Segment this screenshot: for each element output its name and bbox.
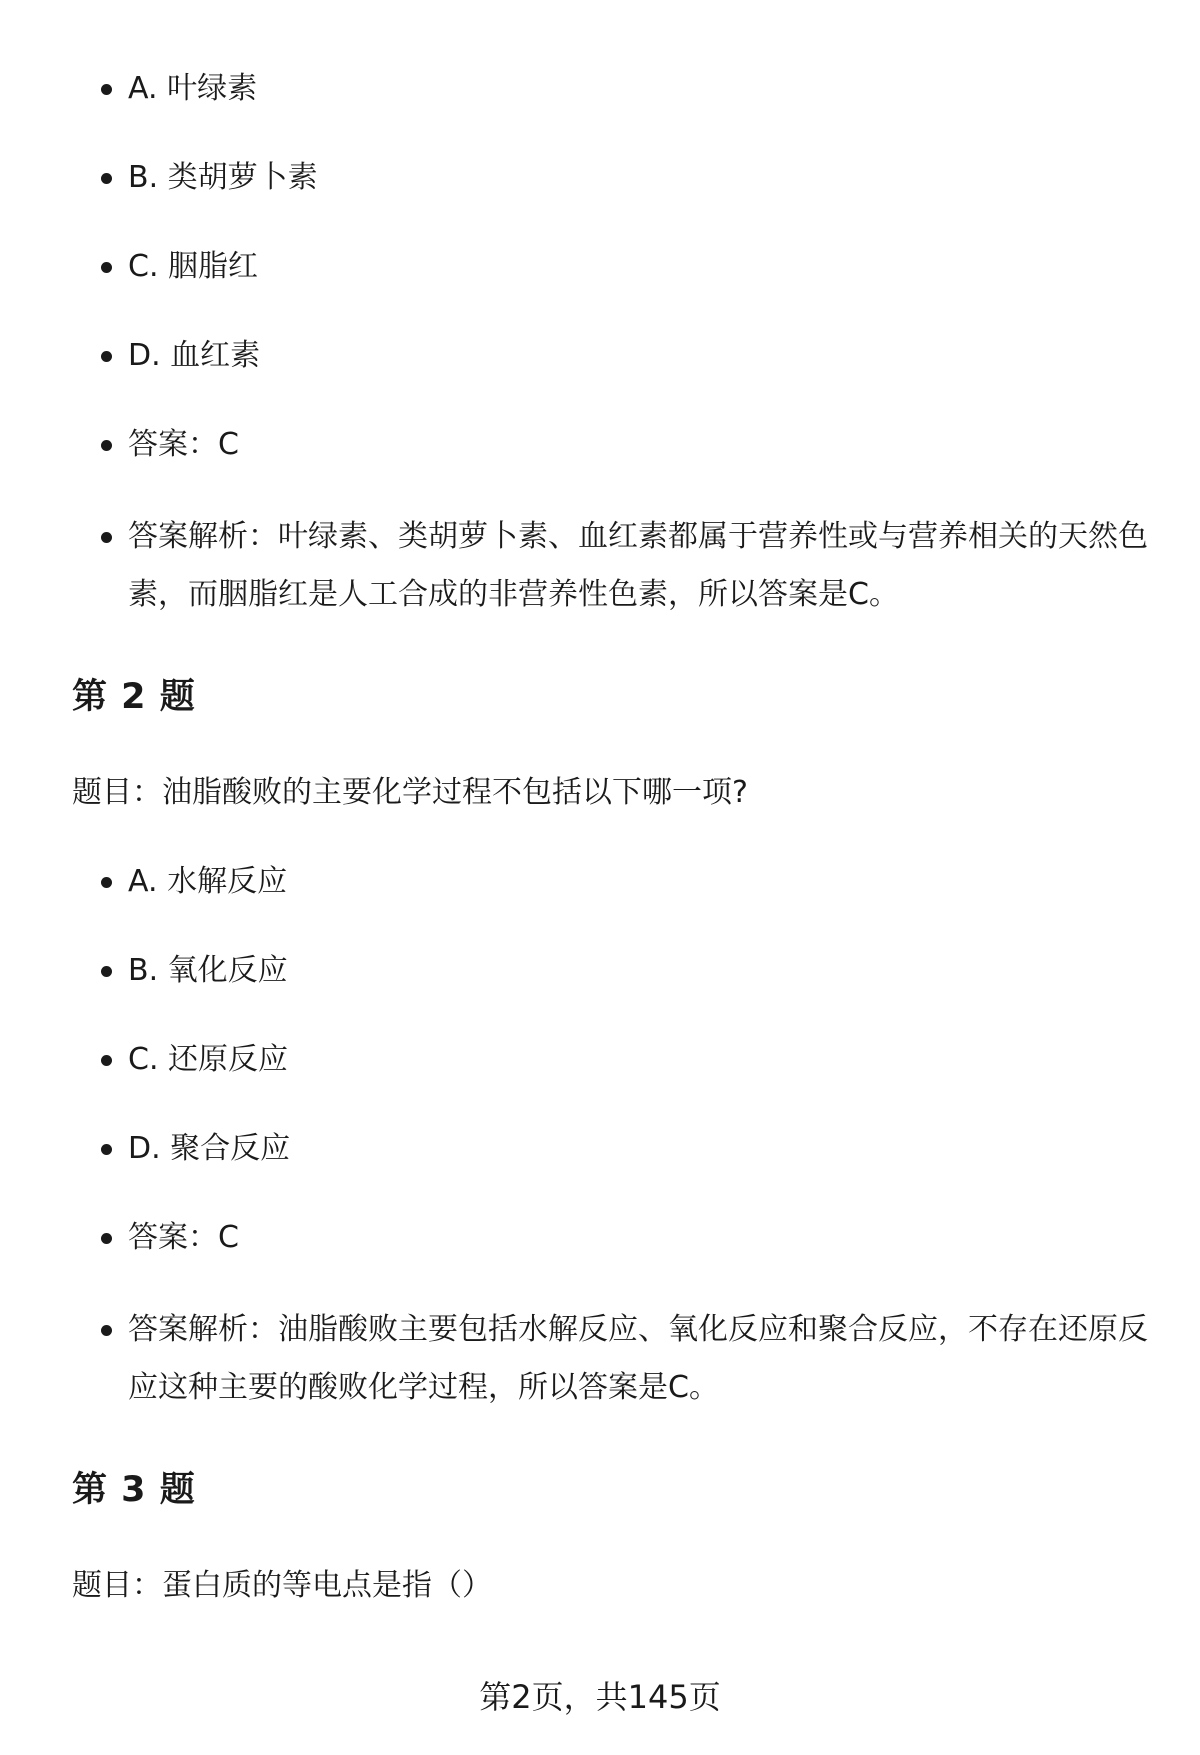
option-a: A. 叶绿素 <box>128 60 1148 118</box>
answer-explanation: 答案解析：叶绿素、类胡萝卜素、血红素都属于营养性或与营养相关的天然色素，而胭脂红是人工合成的非营养性色素，所以答案是C。 <box>128 508 1148 624</box>
option-a: A. 水解反应 <box>128 853 1148 911</box>
option-c: C. 胭脂红 <box>128 238 1148 296</box>
option-d: D. 血红素 <box>128 327 1148 385</box>
answer: 答案：C <box>128 1209 1148 1267</box>
answer-explanation: 答案解析：油脂酸败主要包括水解反应、氧化反应和聚合反应，不存在还原反应这种主要的酸败化学过程，所以答案是C。 <box>128 1301 1148 1417</box>
question-2-heading: 第 2 题 <box>72 677 196 717</box>
option-b: B. 氧化反应 <box>128 942 1148 1000</box>
page-number-footer: 第2页，共145页 <box>479 1678 721 1716</box>
option-d: D. 聚合反应 <box>128 1120 1148 1178</box>
question-3-heading: 第 3 题 <box>72 1470 196 1510</box>
question-2-text: 题目：油脂酸败的主要化学过程不包括以下哪一项? <box>72 775 748 810</box>
question-3-text: 题目：蛋白质的等电点是指（） <box>72 1568 492 1603</box>
option-c: C. 还原反应 <box>128 1031 1148 1089</box>
option-b: B. 类胡萝卜素 <box>128 149 1148 207</box>
answer: 答案：C <box>128 416 1148 474</box>
